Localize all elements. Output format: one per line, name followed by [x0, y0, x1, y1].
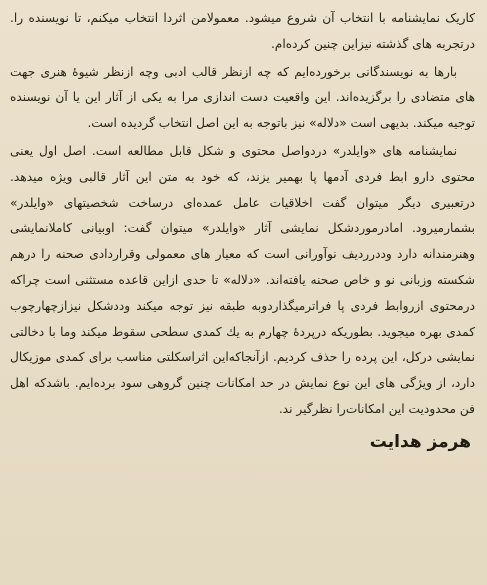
paragraph-intro: کاریک نمایشنامه با انتخاب آن شروع میشود. معمولامن اثردا انتخاب میکنم، تا نویسنده را. درتجربه های گذشته نیزاین چنین کرده‌ام.	[10, 11, 475, 51]
author-signature: هرمز هدایت	[369, 431, 471, 452]
paragraph-wilder: نمایشنامه های «وایلدر» دردواصل محتوی و شکل قابل مطالعه است. اصل اول یعنی محتوی دارو ابط فردی آدمها پا بهمیر یزند، که خود به متن این آثار قالبی ویژه میدهد. درتعبیری دیگر میتوان گفت اخلاقیات عامل عمده‌ای درساخت شخصیتهای «وایلدر» بشمارمیرود. امادرموردشکل نمایشی آثار «وایلدر» میتوان گفت: اوبیانی کاملانمایشی وهنرمندانه دارد وددرردیف نوآورانی است که معیار های معمولی وقراردادی صحنه را درهم شکسته وزبانی نو و خاص صحنه یافته‌اند. «دلاله» تا حدی ازاین قاعده مستثنی است چراکه درمحتوی ازروابط فردی پا فراترمیگذاردوبه طبقه نیز توجه میکند وددشکل نیزازچهارچوب کمدی بهره میجوید. بطوریکه درپردهٔ چهارم به یك کمدی سطحی سقوط میکند وما با دخالتی نمایشی درکل، این پرده را حذف کردیم. ازآنجاکه‌این اثراسکلتی مناسب برای کمدی موزیکال دارد، از ویژگی های این نوع نمایش در حد امکانات چنین گروهی سود برده‌ایم. باشدکه اهل فن محدودیت این امکانات‌را نظرگیر ند.	[10, 143, 475, 416]
paragraph-authors: بارها به نویسندگانی برخورده‌ایم که چه ازنظر قالب ادبی وچه ازنظر شیوهٔ هنری جهت های متضادی را برگزیده‌اند. این واقعیت دست اندازی مرا به یکی از آثار این یا آن نویسنده توجیه میکند. بدیهی است «دلاله» نیز باتوجه به این اصل انتخاب گردیده است.	[10, 64, 475, 131]
